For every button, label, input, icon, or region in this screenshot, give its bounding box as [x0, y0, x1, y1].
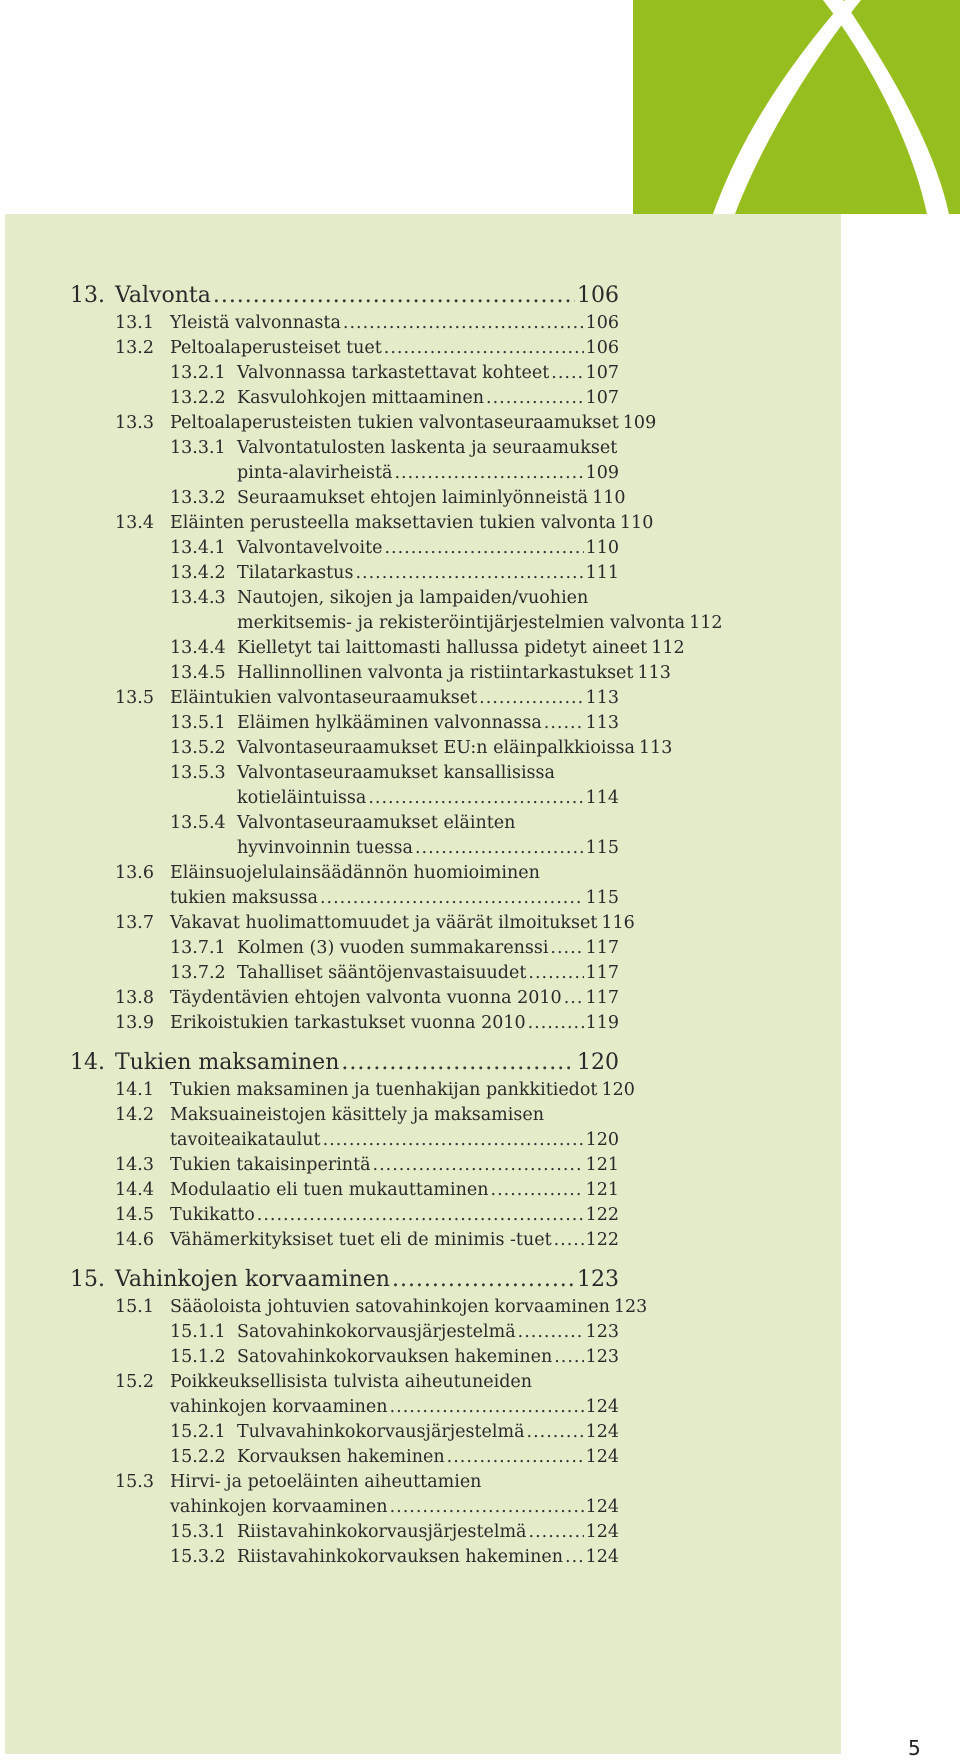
- toc-entry[interactable]: [170, 935, 619, 961]
- toc-entry-title: Seuraamukset ehtojen laiminlyönneistä: [237, 488, 589, 508]
- toc-entry-title: Tilatarkastus: [237, 563, 354, 583]
- toc-entry-page: 115: [585, 888, 619, 908]
- toc-entry-page: 107: [585, 388, 619, 408]
- toc-entry-number: 15.: [70, 1267, 105, 1292]
- toc-entry-title: Tulvavahinkokorvausjärjestelmä: [237, 1422, 525, 1442]
- toc-entry-number: 15.1: [115, 1297, 154, 1317]
- toc-entry-title: hyvinvoinnin tuessa: [237, 838, 413, 858]
- toc-entry[interactable]: [170, 810, 619, 836]
- toc-entry-page: 122: [585, 1230, 619, 1250]
- page-number: 5: [908, 1736, 921, 1760]
- toc-leader-dots: [341, 1047, 575, 1079]
- toc-entry[interactable]: [170, 560, 619, 586]
- toc-entry-number: 13.4.4: [170, 638, 226, 658]
- toc-entry[interactable]: [170, 535, 619, 561]
- toc-leader-dots: [343, 310, 584, 336]
- toc-entry-page: 113: [637, 663, 671, 683]
- toc-entry-title: Tukien maksaminen ja tuenhakijan pankkitiedot: [170, 1080, 598, 1100]
- toc-entry-title: Eläinsuojelulainsäädännön huomioiminen: [170, 863, 540, 883]
- toc-leader-dots: [518, 1319, 584, 1345]
- toc-entry[interactable]: [115, 860, 619, 886]
- toc-entry-title: Vahinkojen korvaaminen: [115, 1267, 390, 1292]
- toc-entry-title: tukien maksussa: [170, 888, 318, 908]
- toc-entry-number: 15.3: [115, 1472, 154, 1492]
- toc-entry-title: Eläimen hylkääminen valvonnassa: [237, 713, 542, 733]
- toc-entry[interactable]: [115, 410, 657, 436]
- toc-leader-dots: [368, 785, 583, 811]
- toc-leader-dots: [320, 885, 584, 911]
- toc-entry-page: 112: [689, 613, 723, 633]
- toc-entry-number: 13.5.3: [170, 763, 226, 783]
- toc-entry[interactable]: [170, 460, 619, 486]
- toc-entry-number: 13.2.1: [170, 363, 226, 383]
- toc-entry-page: 117: [585, 988, 619, 1008]
- toc-entry-title: Satovahinkokorvauksen hakeminen: [237, 1347, 553, 1367]
- toc-entry-number: 13.7: [115, 913, 154, 933]
- toc-entry-number: 13.5.1: [170, 713, 226, 733]
- toc-entry[interactable]: [70, 280, 619, 312]
- toc-entry-page: 124: [585, 1547, 619, 1567]
- toc-entry-title: Satovahinkokorvausjärjestelmä: [237, 1322, 516, 1342]
- toc-entry[interactable]: [115, 1102, 619, 1128]
- toc-leader-dots: [554, 1344, 583, 1370]
- toc-leader-dots: [550, 935, 583, 961]
- toc-entry[interactable]: [115, 1202, 619, 1228]
- toc-leader-dots: [527, 1419, 584, 1445]
- toc-entry-title: Peltoalaperusteiset tuet: [170, 338, 382, 358]
- toc-entry-number: 13.5.4: [170, 813, 226, 833]
- toc-entry-number: 13.3.1: [170, 438, 226, 458]
- toc-entry-number: 13.2: [115, 338, 154, 358]
- toc-entry-title: Tukien maksaminen: [115, 1050, 340, 1075]
- toc-entry-title: Korvauksen hakeminen: [237, 1447, 445, 1467]
- toc-leader-dots: [528, 960, 583, 986]
- toc-entry[interactable]: [170, 435, 619, 461]
- toc-entry-title: Täydentävien ehtojen valvonta vuonna 2010: [170, 988, 562, 1008]
- toc-leader-dots: [529, 1519, 584, 1545]
- toc-entry[interactable]: [115, 1227, 619, 1253]
- toc-entry[interactable]: [170, 760, 619, 786]
- toc-entry-title: Modulaatio eli tuen mukauttaminen: [170, 1180, 489, 1200]
- toc-entry[interactable]: [70, 1264, 619, 1296]
- toc-entry[interactable]: [170, 360, 619, 386]
- toc-entry[interactable]: [170, 1344, 619, 1370]
- toc-entry-page: 120: [585, 1130, 619, 1150]
- toc-entry-number: 13.: [70, 283, 105, 308]
- toc-entry-title: Riistavahinkokorvausjärjestelmä: [237, 1522, 527, 1542]
- toc-entry-number: 13.2.2: [170, 388, 226, 408]
- toc-entry[interactable]: [115, 1394, 619, 1420]
- toc-entry-page: 115: [585, 838, 619, 858]
- toc-entry[interactable]: [170, 960, 619, 986]
- toc-entry[interactable]: [115, 910, 635, 936]
- toc-entry-title: Tahalliset sääntöjenvastaisuudet: [237, 963, 527, 983]
- toc-entry-page: 124: [585, 1522, 619, 1542]
- toc-entry-number: 14.2: [115, 1105, 154, 1125]
- toc-entry[interactable]: [170, 835, 619, 861]
- toc-entry-page: 110: [585, 538, 619, 558]
- toc-entry-title: Hallinnollinen valvonta ja ristiintarkastukset: [237, 663, 634, 683]
- toc-entry-number: 15.2.2: [170, 1447, 226, 1467]
- toc-leader-dots: [565, 1544, 584, 1570]
- toc-entry-page: 110: [619, 513, 654, 533]
- toc-entry-title: kotieläintuissa: [237, 788, 367, 808]
- toc-entry-page: 123: [577, 1267, 619, 1292]
- toc-entry-number: 13.4.3: [170, 588, 226, 608]
- toc-entry-page: 114: [585, 788, 619, 808]
- toc-entry-title: Nautojen, sikojen ja lampaiden/vuohien: [237, 588, 589, 608]
- toc-entry-page: 121: [585, 1180, 619, 1200]
- toc-entry-title: Yleistä valvonnasta: [170, 313, 341, 333]
- toc-entry[interactable]: [115, 1369, 619, 1395]
- toc-entry-title: Eläintukien valvontaseuraamukset: [170, 688, 478, 708]
- toc-entry-title: Valvontaseuraamukset eläinten: [237, 813, 516, 833]
- toc-entry-page: 124: [585, 1497, 619, 1517]
- toc-entry-page: 110: [592, 488, 626, 508]
- toc-entry-title: Valvontaseuraamukset kansallisissa: [237, 763, 555, 783]
- toc-leader-dots: [491, 1177, 584, 1203]
- toc-leader-dots: [447, 1444, 584, 1470]
- toc-entry-page: 113: [638, 738, 673, 758]
- toc-entry-page: 123: [613, 1297, 648, 1317]
- toc-entry-number: 13.1: [115, 313, 154, 333]
- toc-entry-page: 120: [601, 1080, 635, 1100]
- toc-entry-number: 13.4.1: [170, 538, 226, 558]
- toc-entry[interactable]: [115, 1469, 619, 1495]
- toc-entry-page: 120: [577, 1050, 619, 1075]
- toc-entry[interactable]: [115, 1077, 635, 1103]
- toc-entry[interactable]: [115, 1010, 619, 1036]
- toc-entry-title: Valvonnassa tarkastettavat kohteet: [237, 363, 550, 383]
- toc-entry-title: merkitsemis- ja rekisteröintijärjestelmien valvonta: [237, 613, 686, 633]
- toc-entry-title: Valvontavelvoite: [237, 538, 383, 558]
- toc-entry-number: 13.4: [115, 513, 154, 533]
- toc-entry[interactable]: [115, 885, 619, 911]
- toc-leader-dots: [486, 385, 584, 411]
- toc-entry-page: 122: [585, 1205, 619, 1225]
- toc-entry[interactable]: [115, 510, 654, 536]
- toc-leader-dots: [213, 280, 575, 312]
- toc-entry-page: 123: [585, 1347, 619, 1367]
- toc-entry[interactable]: [170, 585, 619, 611]
- toc-entry[interactable]: [170, 785, 619, 811]
- toc-entry[interactable]: [170, 1544, 619, 1570]
- toc-entry-title: Vähämerkityksiset tuet eli de minimis -tuet: [170, 1230, 552, 1250]
- toc-leader-dots: [528, 1010, 584, 1036]
- green-leaf-decoration: [633, 0, 960, 214]
- toc-leader-dots: [479, 685, 583, 711]
- toc-entry-page: 106: [577, 283, 619, 308]
- toc-entry-number: 15.3.1: [170, 1522, 226, 1542]
- toc-entry-page: 113: [585, 713, 619, 733]
- toc-leader-dots: [551, 360, 583, 386]
- leaf-stripes-icon: [633, 0, 960, 214]
- toc-entry-page: 111: [585, 563, 619, 583]
- toc-entry[interactable]: [170, 660, 671, 686]
- toc-entry-page: 123: [585, 1322, 619, 1342]
- toc-leader-dots: [392, 1264, 575, 1296]
- toc-entry-title: Poikkeuksellisista tulvista aiheutuneiden: [170, 1372, 533, 1392]
- toc-entry-page: 113: [585, 688, 619, 708]
- toc-entry-number: 13.4.5: [170, 663, 226, 683]
- toc-entry-title: Erikoistukien tarkastukset vuonna 2010: [170, 1013, 526, 1033]
- toc-entry[interactable]: [115, 335, 619, 361]
- toc-entry-number: 13.6: [115, 863, 154, 883]
- toc-entry-page: 109: [622, 413, 657, 433]
- toc-entry[interactable]: [115, 1152, 619, 1178]
- toc-leader-dots: [323, 1127, 584, 1153]
- toc-entry-title: Valvontaseuraamukset EU:n eläinpalkkioissa: [237, 738, 635, 758]
- toc-entry-title: Eläinten perusteella maksettavien tukien valvonta: [170, 513, 616, 533]
- toc-entry-page: 116: [601, 913, 635, 933]
- toc-entry-title: Kolmen (3) vuoden summakarenssi: [237, 938, 549, 958]
- toc-entry[interactable]: [170, 735, 673, 761]
- toc-entry[interactable]: [70, 1047, 619, 1079]
- toc-entry[interactable]: [170, 485, 626, 511]
- toc-leader-dots: [415, 835, 584, 861]
- toc-entry-title: Valvonta: [115, 283, 211, 308]
- toc-leader-dots: [384, 335, 584, 361]
- toc-entry-number: 15.1.1: [170, 1322, 226, 1342]
- toc-entry-number: 15.2.1: [170, 1422, 226, 1442]
- toc-entry-title: Peltoalaperusteisten tukien valvontaseuraamukset: [170, 413, 619, 433]
- toc-entry-title: tavoiteaikataulut: [170, 1130, 321, 1150]
- toc-leader-dots: [544, 710, 584, 736]
- toc-entry[interactable]: [115, 685, 619, 711]
- toc-leader-dots: [390, 1494, 584, 1520]
- toc-entry-number: 14.6: [115, 1230, 154, 1250]
- toc-entry-title: pinta-alavirheistä: [237, 463, 393, 483]
- toc-leader-dots: [384, 535, 583, 561]
- toc-entry-title: Tukien takaisinperintä: [170, 1155, 371, 1175]
- toc-entry-title: Tukikatto: [170, 1205, 255, 1225]
- toc-entry[interactable]: [115, 1177, 619, 1203]
- toc-entry-number: 13.5: [115, 688, 154, 708]
- toc-entry-number: 13.4.2: [170, 563, 226, 583]
- toc-entry[interactable]: [170, 710, 619, 736]
- toc-entry-page: 107: [585, 363, 619, 383]
- toc-entry-number: 14.1: [115, 1080, 154, 1100]
- toc-leader-dots: [394, 460, 583, 486]
- toc-entry-number: 13.5.2: [170, 738, 226, 758]
- toc-entry-title: Maksuaineistojen käsittely ja maksamisen: [170, 1105, 544, 1125]
- toc-entry-number: 15.1.2: [170, 1347, 226, 1367]
- toc-entry[interactable]: [115, 1127, 619, 1153]
- toc-entry-number: 13.8: [115, 988, 154, 1008]
- toc-entry-page: 106: [585, 338, 619, 358]
- toc-entry-page: 124: [585, 1447, 619, 1467]
- toc-entry-page: 109: [585, 463, 619, 483]
- toc-entry[interactable]: [115, 1494, 619, 1520]
- toc-entry[interactable]: [170, 385, 619, 411]
- toc-leader-dots: [390, 1394, 584, 1420]
- toc-entry-number: 14.4: [115, 1180, 154, 1200]
- toc-entry-number: 13.7.2: [170, 963, 226, 983]
- toc-entry[interactable]: [170, 1444, 619, 1470]
- toc-entry[interactable]: [115, 985, 619, 1011]
- toc-entry-title: Riistavahinkokorvauksen hakeminen: [237, 1547, 564, 1567]
- toc-leader-dots: [355, 560, 583, 586]
- toc-entry[interactable]: [115, 310, 619, 336]
- toc-entry-title: Hirvi- ja petoeläinten aiheuttamien: [170, 1472, 482, 1492]
- toc-entry-page: 117: [585, 963, 619, 983]
- toc-entry-number: 13.3: [115, 413, 154, 433]
- toc-entry-title: Kasvulohkojen mittaaminen: [237, 388, 485, 408]
- toc-entry-page: 112: [651, 638, 685, 658]
- toc-entry-page: 119: [585, 1013, 619, 1033]
- toc-entry-number: 14.: [70, 1050, 105, 1075]
- toc-entry-number: 13.7.1: [170, 938, 226, 958]
- toc-entry-title: Valvontatulosten laskenta ja seuraamukset: [237, 438, 618, 458]
- toc-entry-page: 106: [585, 313, 619, 333]
- toc-entry[interactable]: [170, 1319, 619, 1345]
- toc-entry-title: vahinkojen korvaaminen: [170, 1397, 388, 1417]
- toc-entry[interactable]: [170, 1519, 619, 1545]
- toc-entry[interactable]: [170, 635, 685, 661]
- toc-leader-dots: [373, 1152, 584, 1178]
- toc-entry-number: 13.9: [115, 1013, 154, 1033]
- toc-entry[interactable]: [115, 1294, 648, 1320]
- toc-entry-title: vahinkojen korvaaminen: [170, 1497, 388, 1517]
- toc-leader-dots: [564, 985, 584, 1011]
- toc-entry-title: Sääoloista johtuvien satovahinkojen korvaaminen: [170, 1297, 610, 1317]
- toc-entry-number: 13.3.2: [170, 488, 226, 508]
- toc-entry-page: 124: [585, 1422, 619, 1442]
- toc-entry-title: Kielletyt tai laittomasti hallussa pidetyt aineet: [237, 638, 648, 658]
- toc-entry[interactable]: [170, 1419, 619, 1445]
- toc-leader-dots: [257, 1202, 584, 1228]
- toc-entry-title: Vakavat huolimattomuudet ja väärät ilmoitukset: [170, 913, 598, 933]
- toc-entry[interactable]: [170, 610, 723, 636]
- toc-entry-number: 14.3: [115, 1155, 154, 1175]
- toc-leader-dots: [554, 1227, 584, 1253]
- toc-entry-number: 15.3.2: [170, 1547, 226, 1567]
- toc-entry-number: 15.2: [115, 1372, 154, 1392]
- toc-entry-number: 14.5: [115, 1205, 154, 1225]
- toc-entry-page: 117: [585, 938, 619, 958]
- toc-entry-page: 121: [585, 1155, 619, 1175]
- toc-entry-page: 124: [585, 1397, 619, 1417]
